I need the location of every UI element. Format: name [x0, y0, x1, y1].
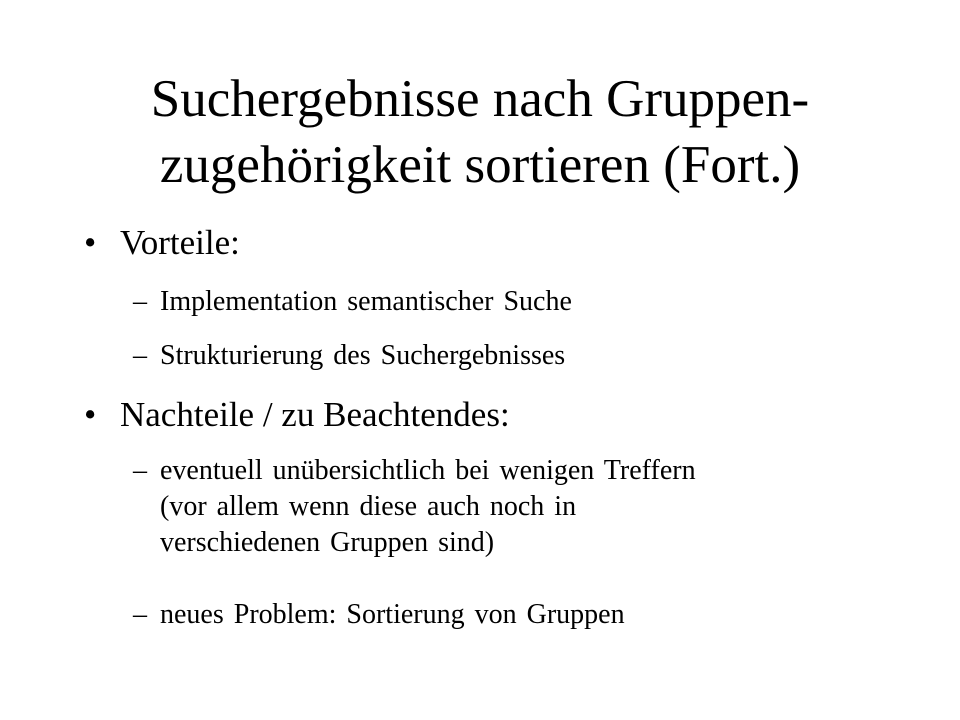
dash-marker: –: [133, 286, 147, 317]
sub-item-line: neues Problem: Sortierung von Gruppen: [160, 599, 625, 630]
sub-item-line: (vor allem wenn diese auch noch in: [160, 491, 577, 522]
dash-marker: –: [133, 599, 147, 630]
slide-title: [0, 66, 960, 198]
sub-item: [133, 284, 572, 320]
bullet-dot: •: [84, 395, 97, 434]
title-line: Suchergebnisse nach Gruppen-: [150, 70, 810, 128]
sub-item: [133, 453, 696, 561]
bullet-vorteile: [84, 223, 240, 263]
sub-item-line: Strukturierung des Suchergebnisses: [160, 340, 566, 371]
sub-item-line: eventuell unübersichtlich bei wenigen Treffern: [160, 455, 696, 486]
sub-item-line: verschiedenen Gruppen sind): [160, 527, 495, 558]
sub-item-text: [133, 338, 565, 374]
bullet-heading: Vorteile:: [120, 223, 240, 262]
sub-item-text: [133, 597, 625, 633]
sub-item: [133, 597, 625, 633]
dash-marker: –: [133, 455, 147, 486]
sub-item-text: [133, 453, 696, 561]
sub-item-line: Implementation semantischer Suche: [160, 286, 572, 317]
bullet-heading: Nachteile / zu Beachtendes:: [120, 395, 510, 434]
sub-item-text: [133, 284, 572, 320]
title-line: zugehörigkeit sortieren (Fort.): [159, 136, 801, 194]
bullet-nachteile: [84, 395, 510, 435]
dash-marker: –: [133, 340, 147, 371]
bullet-dot: •: [84, 223, 97, 262]
sub-item: [133, 338, 565, 374]
